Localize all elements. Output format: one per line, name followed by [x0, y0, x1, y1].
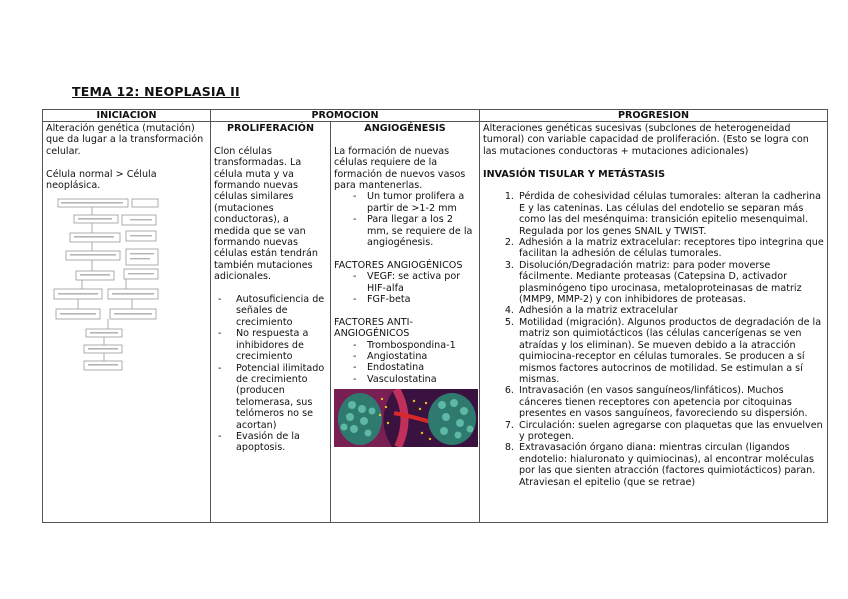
angiogenesis-cell	[331, 122, 480, 523]
proliferacion-heading: PROLIFERACIÓN	[227, 123, 314, 134]
list-item: - Potencial ilimitado de crecimiento (producen telomerasa, sus telómeros no se acortan)	[236, 363, 327, 431]
list-item: 3. Disolución/Degradación matriz: para poder moverse fácilmente. Mediante proteasas (Catepsina D, activador plasminógeno tipo urocinasa, metaloproteinasas de matriz (MMP9, MMP-2) y con inhibidores de proteasas.	[517, 260, 824, 306]
list-item: - Vasculostatina	[367, 374, 476, 385]
list-item: 4. Adhesión a la matriz extracelular	[517, 305, 824, 316]
page-title: TEMA 12: NEOPLASIA II	[72, 84, 240, 99]
angiogenesis-heading: ANGIOGÉNESIS	[364, 123, 446, 134]
iniciacion-transform: Célula normal > Célula neoplásica.	[46, 168, 157, 192]
list-item: - FGF-beta	[367, 294, 476, 305]
angiogenesis-text: La formación de nuevas células requiere de la formación de nuevos vasos para mantenerlas.	[334, 145, 466, 192]
iniciacion-cell	[43, 122, 211, 523]
angiogenesis-list	[334, 191, 476, 248]
list-item: - VEGF: se activa por HIF-alfa	[367, 271, 476, 294]
list-item: - Autosuficiencia de señales de crecimiento	[236, 294, 327, 328]
header-progresion: PROGRESIÓN	[480, 110, 828, 122]
list-item: - Para llegar a los 2 mm, se requiere de la angiogénesis.	[367, 214, 476, 248]
list-item: 8. Extravasación órgano diana: mientras circulan (ligandos endotelio: hialuronato y quimiocinas), al encontrar moléculas por las que sienten atracción (factores quimiotácticos) paran. Atraviesan el epitelio (que se retrae)	[517, 442, 824, 488]
anti-list	[334, 340, 476, 386]
angiogenesis-image	[334, 389, 478, 447]
list-item: - Un tumor prolifera a partir de >1-2 mm	[367, 191, 476, 214]
progresion-intro: Alteraciones genéticas sucesivas (subclones de heterogeneidad tumoral) con variable capacidad de proliferación. (Esto se logra con las mutaciones conductoras + mutaciones adicionales)	[483, 123, 809, 157]
list-item: - Evasión de la apoptosis.	[236, 431, 327, 454]
progresion-list	[483, 191, 824, 488]
list-item: 6. Intravasación (en vasos sanguíneos/linfáticos). Muchos cánceres tienen receptores con apetencia por citoquinas presentes en vasos sanguíneos, favoreciendo su dispersión.	[517, 385, 824, 419]
flow-diagram-image	[52, 195, 164, 375]
anti-title: FACTORES ANTI-ANGIOGÉNICOS	[334, 316, 413, 340]
list-item: - Trombospondina-1	[367, 340, 476, 351]
list-item: 5. Motilidad (migración). Algunos productos de degradación de la matriz son quimiotácticos (las células cancerígenas se ven atraídas y los eliminan). Se mueven debido a la atracción quimiocina-receptor en células tumorales. Se producen a sí mismos factores autocrinos de motilidad. Se estimulan a sí mismas.	[517, 317, 824, 385]
factores-list	[334, 271, 476, 305]
proliferacion-text: Clon células transformadas. La célula muta y va formando nuevas células similares (mutaciones conductoras), a medida que se van formando nuevas células están tendrán también mutaciones adicionales.	[214, 145, 318, 283]
content-row	[43, 122, 828, 523]
progresion-subtitle: INVASIÓN TISULAR Y METÁSTASIS	[483, 168, 666, 180]
list-item: 7. Circulación: suelen agregarse con plaquetas que las envuelven y protegen.	[517, 420, 824, 443]
list-item: 1. Pérdida de cohesividad células tumorales: alteran la cadherina E y las cateninas. Las células del endotelio se separan más como las del mesénquima: transición epitelio mesenquimal. Regulada por los genes SNAIL y TWIST.	[517, 191, 824, 237]
list-item: 2. Adhesión a la matriz extracelular: receptores tipo integrina que facilitan la adhesión de células tumorales.	[517, 237, 824, 260]
list-item: - Angiostatina	[367, 351, 476, 362]
iniciacion-text: Alteración genética (mutación) que da lugar a la transformación celular.	[46, 123, 204, 157]
header-promocion: PROMOCIÓN	[211, 110, 480, 122]
proliferacion-cell	[211, 122, 331, 523]
factores-title: FACTORES ANGIOGÉNICOS	[334, 259, 463, 271]
neoplasia-table	[42, 109, 828, 523]
header-row	[43, 110, 828, 122]
header-iniciacion: INICIACIÓN	[43, 110, 211, 122]
list-item: - No respuesta a inhibidores de crecimiento	[236, 328, 327, 362]
progresion-cell	[480, 122, 828, 523]
list-item: - Endostatina	[367, 362, 476, 373]
proliferacion-list	[214, 294, 327, 454]
